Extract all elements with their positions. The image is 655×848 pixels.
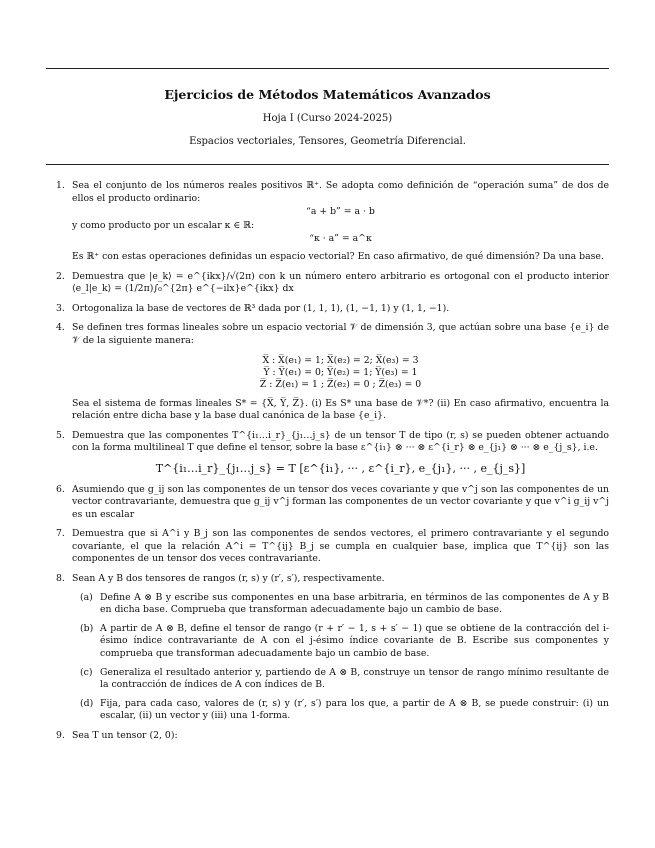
exercise-text: Demuestra que |e_k⟩ = e^{ikx}/√(2π) con k un número entero arbitrario es ortogonal con el producto interior ⟨e_l|e_k⟩ = (1/2π)∫₀^{2π} e^{−ilx}e^{ikx} dx bbox=[72, 270, 609, 295]
exercise-number: 7. bbox=[56, 528, 65, 540]
subitem-text: Generaliza el resultado anterior y, partiendo de A ⊗ B, construye un tensor de rango mínimo resultante de la contracción de índices de A con índices de B. bbox=[100, 666, 609, 691]
exercise-text: y como producto por un escalar κ ∈ ℝ: bbox=[72, 219, 255, 231]
page-subtitle: Hoja I (Curso 2024-2025) bbox=[262, 113, 393, 124]
exercise-8 bbox=[56, 573, 609, 723]
exercise-text: Asumiendo que g_ij son las componentes de un tensor dos veces covariante y que v^j son las componentes de un vector contravariante, demuestra que g_ij v^j forman las componentes de un vector covariante y que v^i g_ij v^j es un escalar bbox=[72, 483, 609, 520]
exercise-4 bbox=[56, 322, 609, 422]
exercise-text: Es ℝ⁺ con estas operaciones definidas un espacio vectorial? En caso afirmativo, de qué dimensión? Da una base. bbox=[72, 250, 604, 262]
exercise-text: Ortogonaliza la base de vectores de ℝ³ dada por (1, 1, 1), (1, −1, 1) y (1, 1, −1). bbox=[72, 302, 450, 314]
top-rule bbox=[46, 68, 609, 69]
exercise-number: 2. bbox=[56, 270, 65, 282]
exercise-number: 5. bbox=[56, 429, 65, 441]
exercise-text: Se definen tres formas lineales sobre un espacio vectorial 𝒱 de dimensión 3, que actúan sobre una base {e_i} de 𝒱 de la siguiente manera: bbox=[72, 322, 609, 346]
exercise-number: 9. bbox=[56, 730, 65, 741]
subitem-label: (d) bbox=[80, 697, 94, 709]
exercise-text: Sea el conjunto de los números reales positivos ℝ⁺. Se adopta como definición de “operación suma” de dos de ellos el producto ordinario: bbox=[72, 180, 609, 204]
equation: “a + b” = a · b bbox=[306, 206, 375, 218]
subitem-b bbox=[76, 623, 609, 661]
exercise-1 bbox=[56, 180, 609, 264]
exercise-text: Demuestra que las componentes T^{i₁…i_r}_{j₁…j_s} de un tensor T de tipo (r, s) se pueden obtener actuando con la forma multilineal T que define el tensor, sobre la base ε^{i₁} ⊗ ··· ⊗ ε^{i_r} ⊗ e_{j₁} ⊗ ··· ⊗ e_{j_s}, i.e. bbox=[72, 429, 609, 454]
exercise-number: 8. bbox=[56, 573, 65, 585]
equation: “κ · a” = a^κ bbox=[309, 233, 372, 245]
subitem-label: (b) bbox=[80, 622, 94, 634]
subitem-text: A partir de A ⊗ B, define el tensor de rango (r + r′ − 1, s + s′ − 1) que se obtiene de la contracción del i-ésimo índice contravariante de A con el j-ésimo índice covariante de B. Escribe sus componentes y comprueba que transforman adecuadamente bajo un cambio de base. bbox=[100, 622, 609, 660]
exercise-list bbox=[56, 180, 609, 750]
exercise-7 bbox=[56, 528, 609, 566]
subitem-text: Fija, para cada caso, valores de (r, s) y (r′, s′) para los que, a partir de A ⊗ B, se puede construir: (i) un escalar, (ii) un vector y (iii) una 1-forma. bbox=[100, 697, 609, 722]
subitem-label: (c) bbox=[80, 666, 93, 678]
exercise-number: 3. bbox=[56, 302, 65, 314]
exercise-5 bbox=[56, 430, 609, 476]
exercise-number: 4. bbox=[56, 322, 65, 334]
subitem-c bbox=[76, 667, 609, 692]
exercise-2 bbox=[56, 271, 609, 296]
exercise-6 bbox=[56, 484, 609, 522]
exercise-text: Sea T un tensor (2, 0): bbox=[72, 730, 178, 741]
equation: X̅ : X̅(e₁) = 1; X̅(e₂) = 2; X̅(e₃) = 3 bbox=[262, 354, 419, 366]
equation-block bbox=[72, 355, 609, 391]
exercise-text: Sea el sistema de formas lineales S* = {X̅, Y̅, Z̅}. (i) Es S* una base de 𝒱*? (ii) En caso afirmativo, encuentra la relación entre dicha base y la base dual canónica de la base {e_i}. bbox=[72, 397, 609, 422]
subitem-list bbox=[76, 592, 609, 723]
equation: Z̅ : Z̅(e₁) = 1 ; Z̅(e₂) = 0 ; Z̅(e₃) = 0 bbox=[259, 378, 422, 390]
exercise-text: Sean A y B dos tensores de rangos (r, s) y (r′, s′), respectivamente. bbox=[72, 573, 385, 585]
exercise-number: 1. bbox=[56, 180, 65, 191]
page-title: Ejercicios de Métodos Matemáticos Avanzados bbox=[164, 87, 491, 102]
exercise-text: Demuestra que si A^i y B_j son las componentes de sendos vectores, el primero contravariante y el segundo covariante, el que la relación A^i = T^{ij} B_j se cumpla en cualquier base, implica que T^{ij} son las componentes de un tensor dos veces contravariante. bbox=[72, 528, 609, 565]
equation: Y̅ : Y̅(e₁) = 0; Y̅(e₂) = 1; Y̅(e₃) = 1 bbox=[263, 366, 418, 378]
exercise-9 bbox=[56, 730, 609, 743]
subitem-d bbox=[76, 698, 609, 723]
equation: T^{i₁…i_r}_{j₁…j_s} = T [ε^{i₁}, ··· , ε^{i_r}, e_{j₁}, ··· , e_{j_s}] bbox=[155, 461, 526, 475]
subitem-text: Define A ⊗ B y escribe sus componentes en una base arbitraria, en términos de las componentes de A y B en dicha base. Comprueba que transforman adecuadamente bajo un cambio de base. bbox=[100, 591, 609, 616]
exercise-3 bbox=[56, 303, 609, 316]
exercise-number: 6. bbox=[56, 483, 65, 495]
page-topics: Espacios vectoriales, Tensores, Geometría Diferencial. bbox=[189, 136, 466, 147]
subitem-label: (a) bbox=[80, 591, 93, 603]
header-bottom-rule bbox=[46, 164, 609, 165]
subitem-a bbox=[76, 592, 609, 617]
